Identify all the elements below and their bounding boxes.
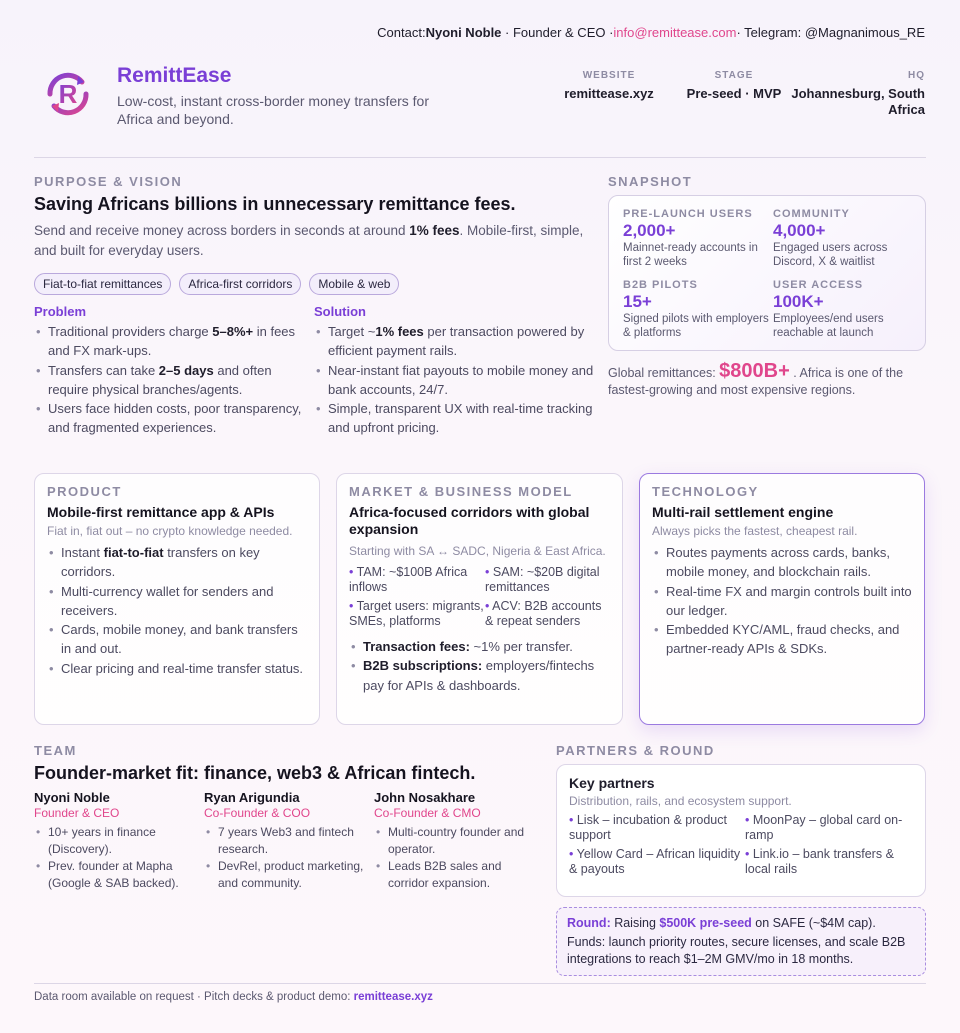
partners-title: Key partners	[569, 775, 655, 791]
meta-stage-value: Pre-seed · MVP	[686, 86, 782, 101]
meta-stage-label: STAGE	[714, 70, 754, 81]
list-item: • Traditional providers charge 5–8%+ in fees and FX mark-ups.	[34, 322, 314, 361]
remittease-logo-icon	[40, 66, 96, 122]
stat-value: 15+	[623, 292, 652, 311]
partners-card	[556, 764, 926, 897]
tech-title: Multi-rail settlement engine	[652, 504, 834, 520]
chip-row	[34, 273, 594, 295]
contact-name: Nyoni Noble	[425, 25, 502, 40]
round-funds: Funds: launch priority routes, secure licenses, and scale B2B integrations to reach $1–2M GMV/mo in 18 months.	[567, 935, 906, 966]
stat-label: B2B PILOTS	[623, 279, 698, 291]
solution-column	[314, 304, 594, 438]
partner-item: • Yellow Card – African liquidity & payouts	[569, 847, 741, 876]
stat-sub: Mainnet-ready accounts in first 2 weeks	[623, 242, 758, 268]
product-subtitle: Fiat in, fiat out – no crypto knowledge needed.	[47, 524, 293, 538]
contact-prefix: Contact:	[377, 25, 426, 40]
list-item: • Multi-currency wallet for senders and receivers.	[47, 582, 307, 621]
round-box	[556, 907, 926, 976]
list-item: • DevRel, product marketing, and community.	[204, 858, 374, 892]
team-heading: TEAM	[34, 743, 77, 758]
list-item: • Near-instant fiat payouts to mobile money and bank accounts, 24/7.	[314, 361, 594, 400]
market-metric: • SAM: ~$20B digital remittances	[485, 565, 600, 594]
brand-name: RemittEase	[117, 64, 232, 87]
chip: Fiat-to-fiat remittances	[34, 273, 171, 295]
member-role: Co-Founder & COO	[204, 806, 311, 820]
footer-website-link[interactable]: remittease.xyz	[353, 991, 433, 1003]
team-member	[204, 790, 374, 892]
stat	[623, 279, 773, 340]
member-role: Co-Founder & CMO	[374, 806, 481, 820]
product-heading: PRODUCT	[47, 484, 122, 499]
list-item: • Instant fiat-to-fiat transfers on key corridors.	[47, 543, 307, 582]
stat-value: 4,000+	[773, 221, 826, 240]
tech-heading: TECHNOLOGY	[652, 484, 759, 499]
team-section	[34, 743, 544, 892]
list-item: • Embedded KYC/AML, fraud checks, and partner-ready APIs & SDKs.	[652, 620, 912, 659]
revenue-list	[349, 637, 610, 695]
partner-item: • Lisk – incubation & product support	[569, 813, 727, 842]
list-item: • Transaction fees: ~1% per transfer.	[349, 637, 610, 656]
brand-block	[117, 64, 467, 128]
list-item: • Transfers can take 2–5 days and often require physical branches/agents.	[34, 361, 314, 400]
list-item: • Routes payments across cards, banks, mobile money, and blockchain rails.	[652, 543, 912, 582]
market-metric: • Target users: migrants, SMEs, platforms	[349, 599, 484, 628]
stat-label: COMMUNITY	[773, 208, 850, 220]
problem-column	[34, 304, 314, 438]
partner-item: • Link.io – bank transfers & local rails	[745, 847, 894, 876]
team-title: Founder-market fit: finance, web3 & African fintech.	[34, 763, 476, 783]
market-metric: • TAM: ~$100B Africa inflows	[349, 565, 468, 594]
stat-label: USER ACCESS	[773, 279, 864, 291]
desc-bold: 1% fees	[409, 223, 460, 238]
meta-hq	[785, 70, 925, 118]
partners-list	[569, 813, 913, 877]
solution-list	[314, 322, 594, 438]
list-item: • 7 years Web3 and fintech research.	[204, 824, 374, 858]
product-title: Mobile-first remittance app & APIs	[47, 504, 275, 520]
list-item: • Multi-country founder and operator.	[374, 824, 544, 858]
problem-solution	[34, 304, 594, 438]
market-title: Africa-focused corridors with global expansion	[349, 504, 590, 537]
partners-subtitle: Distribution, rails, and ecosystem support.	[569, 794, 792, 808]
partner-item: • MoonPay – global card on-ramp	[745, 813, 903, 842]
footer-divider	[34, 983, 926, 984]
team-member	[374, 790, 544, 892]
list-item: • Users face hidden costs, poor transparency, and fragmented experiences.	[34, 399, 314, 438]
contact-email-link[interactable]: info@remittease.com	[613, 25, 737, 40]
purpose-section	[34, 174, 594, 438]
round-line: Round: Raising $500K pre-seed on SAFE (~$4M cap).	[567, 916, 876, 930]
list-item: • Target ~1% fees per transaction powered by efficient payment rails.	[314, 322, 594, 361]
desc-part: . Mobile-first, simple, and built for everyday users.	[34, 223, 584, 258]
product-card	[34, 473, 320, 725]
list-item: • Leads B2B sales and corridor expansion.	[374, 858, 544, 892]
tech-list	[652, 543, 912, 659]
purpose-heading: PURPOSE & VISION	[34, 174, 183, 189]
solution-title: Solution	[314, 304, 366, 319]
meta-hq-value: Johannesburg, South Africa	[791, 86, 925, 117]
snapshot-card	[608, 195, 926, 351]
global-remittances: Global remittances: $800B+ . Africa is one of the fastest-growing and most expensive regions.	[608, 360, 904, 397]
list-item: • Simple, transparent UX with real-time tracking and upfront pricing.	[314, 399, 594, 438]
member-list	[374, 824, 544, 892]
list-item: • Prev. founder at Mapha (Google & SAB backed).	[34, 858, 204, 892]
market-metric: • ACV: B2B accounts & repeat senders	[485, 599, 602, 628]
meta-website-link[interactable]: remittease.xyz	[564, 86, 654, 101]
market-metrics	[349, 565, 610, 629]
market-card	[336, 473, 623, 725]
member-role: Founder & CEO	[34, 806, 120, 820]
product-list	[47, 543, 307, 678]
purpose-description	[34, 221, 594, 261]
desc-part: Send and receive money across borders in seconds at around	[34, 223, 410, 238]
technology-card	[639, 473, 925, 725]
list-item: • 10+ years in finance (Discovery).	[34, 824, 204, 858]
stat-value: 100K+	[773, 292, 824, 311]
market-subtitle: Starting with SA ↔ SADC, Nigeria & East Africa.	[349, 544, 606, 558]
header-divider	[34, 157, 926, 158]
member-list	[204, 824, 374, 892]
stat-sub: Signed pilots with employers & platforms	[623, 313, 769, 339]
problem-title: Problem	[34, 304, 87, 319]
team-member	[34, 790, 204, 892]
chip: Africa-first corridors	[179, 273, 301, 295]
problem-list	[34, 322, 314, 438]
contact-line	[377, 25, 925, 40]
stat	[623, 208, 773, 269]
list-item: • Cards, mobile money, and bank transfers in and out.	[47, 620, 307, 659]
partners-section	[556, 743, 926, 976]
stat-label: PRE-LAUNCH USERS	[623, 208, 753, 220]
member-name: Nyoni Noble	[34, 790, 110, 805]
stat	[773, 279, 923, 340]
partners-heading: PARTNERS & ROUND	[556, 743, 715, 758]
footer-text: Data room available on request · Pitch decks & product demo:	[34, 991, 354, 1003]
meta-website-label: WEBSITE	[582, 70, 636, 81]
member-list	[34, 824, 204, 892]
meta-stage	[686, 70, 782, 102]
list-item: • B2B subscriptions: employers/fintechs pay for APIs & dashboards.	[349, 656, 610, 695]
market-heading: MARKET & BUSINESS MODEL	[349, 484, 573, 499]
purpose-title: Saving Africans billions in unnecessary remittance fees.	[34, 194, 516, 214]
brand-tagline: Low-cost, instant cross-border money transfers for Africa and beyond.	[117, 93, 430, 127]
stat-sub: Employees/end users reachable at launch	[773, 313, 884, 339]
meta-website	[546, 70, 672, 102]
snapshot-heading: SNAPSHOT	[608, 174, 693, 189]
meta-hq-label: HQ	[908, 70, 925, 81]
member-name: Ryan Arigundia	[204, 790, 300, 805]
chip: Mobile & web	[309, 273, 399, 295]
snapshot-section	[608, 174, 926, 399]
member-name: John Nosakhare	[374, 790, 476, 805]
global-value: $800B+	[719, 360, 790, 382]
stat-value: 2,000+	[623, 221, 676, 240]
team-members	[34, 790, 544, 892]
svg-text:R: R	[58, 79, 78, 109]
footer	[34, 991, 433, 1003]
contact-telegram: · Telegram: @Magnanimous_RE	[736, 25, 925, 40]
tech-subtitle: Always picks the fastest, cheapest rail.	[652, 524, 858, 538]
contact-role: · Founder & CEO ·	[505, 25, 614, 40]
stat-sub: Engaged users across Discord, X & waitlist	[773, 242, 888, 268]
list-item: • Real-time FX and margin controls built into our ledger.	[652, 582, 912, 621]
list-item: • Clear pricing and real-time transfer status.	[47, 659, 307, 678]
stat	[773, 208, 923, 269]
